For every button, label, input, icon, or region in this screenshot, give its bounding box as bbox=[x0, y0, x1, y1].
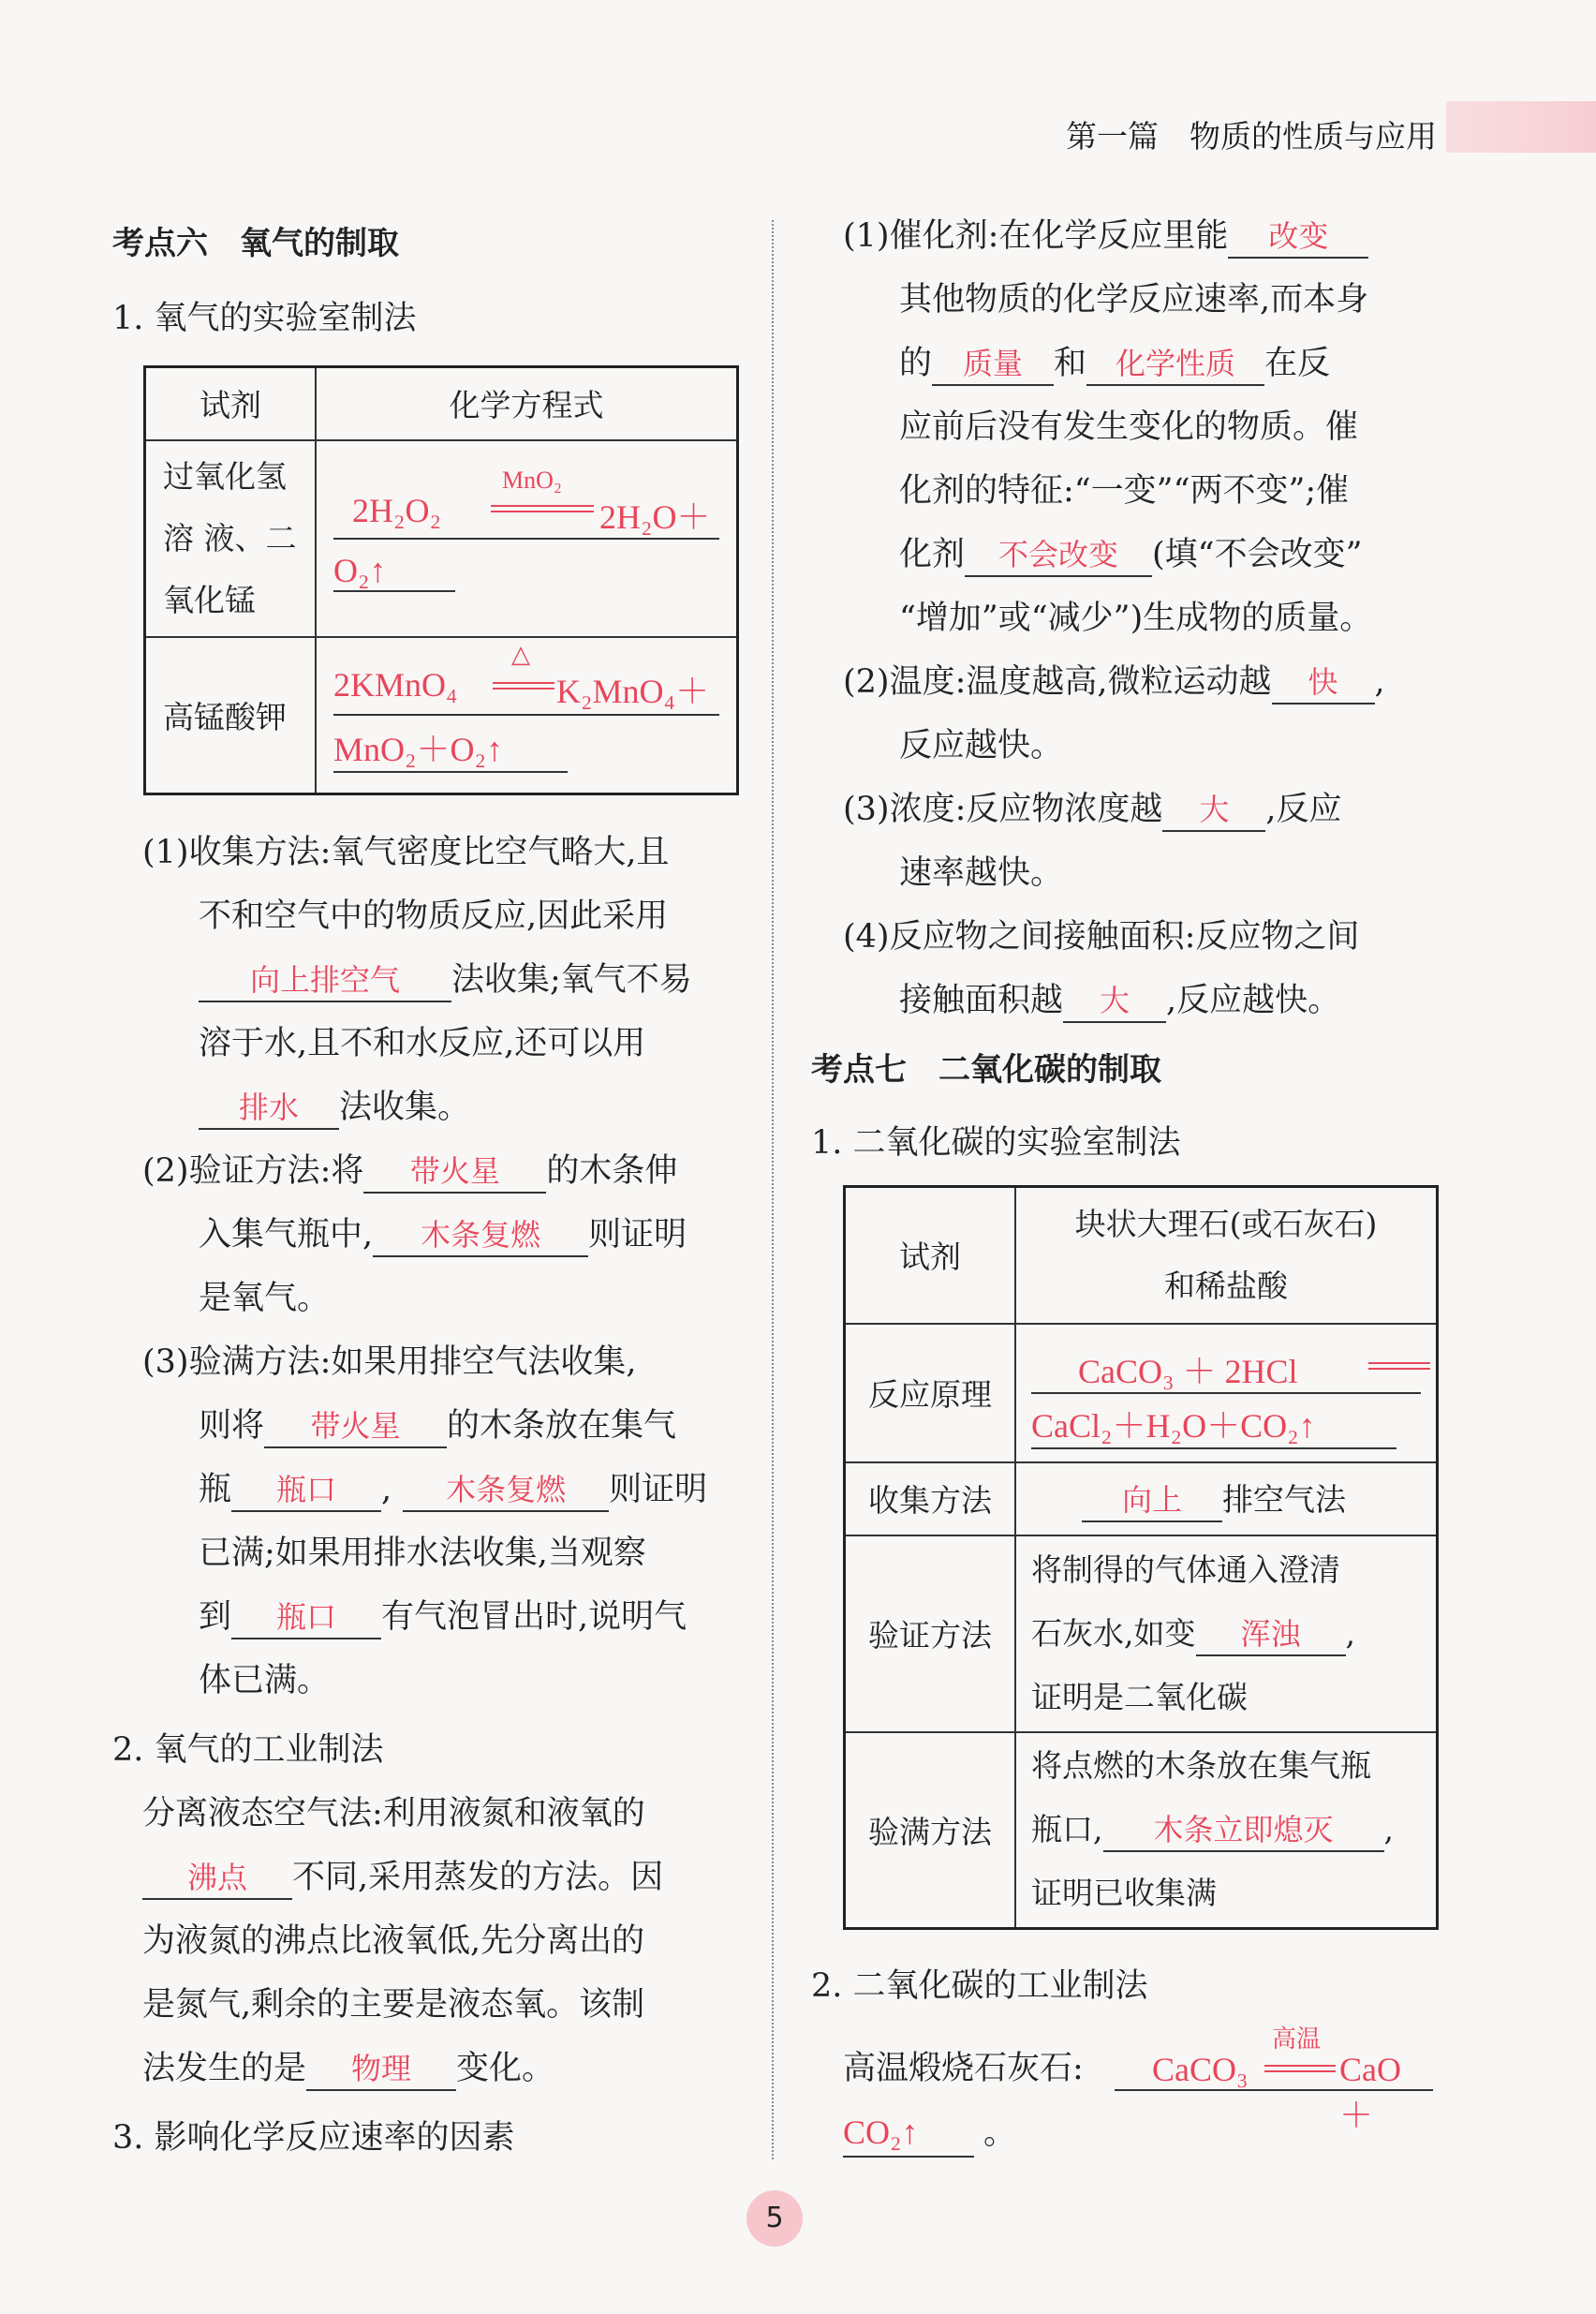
p3-line2: 则将 带火星 的木条放在集气 bbox=[199, 1402, 676, 1449]
table2-collect: 向上 排空气法 bbox=[1015, 1462, 1438, 1535]
header-decoration bbox=[1446, 101, 1596, 153]
blank-big-2: 大 bbox=[1063, 980, 1166, 1023]
table2-label-reagent: 试剂 bbox=[845, 1187, 1016, 1324]
i2-line2: 沸点 不同,采用蒸发的方法。因 bbox=[142, 1854, 663, 1901]
c2-line1: (2)温度:温度越高,微粒运动越 快 , bbox=[843, 659, 1385, 705]
industrial-equation: CaCO₃ 高温 CaO＋ bbox=[1115, 2024, 1433, 2091]
item2-title: 2. 氧气的工业制法 bbox=[112, 1731, 384, 1769]
table2-verify: 将制得的气体通入澄清 石灰水,如变 浑浊 , 证明是二氧化碳 bbox=[1015, 1535, 1438, 1732]
c1-line1: (1)催化剂:在化学反应里能 改变 bbox=[843, 213, 1368, 260]
c1-line5: 化剂的特征:“一变”“两不变”;催 bbox=[899, 472, 1350, 510]
c1-line2: 其他物质的化学反应速率,而本身 bbox=[899, 281, 1369, 319]
p1-line5: 排水 法收集。 bbox=[199, 1084, 470, 1131]
blank-boiling-point: 沸点 bbox=[142, 1857, 292, 1900]
blank-chem-prop: 化学性质 bbox=[1086, 343, 1264, 386]
blank-glowing: 带火星 bbox=[363, 1150, 546, 1194]
blank-fast: 快 bbox=[1272, 661, 1375, 705]
blank-not-change: 不会改变 bbox=[965, 534, 1152, 577]
blank-change: 改变 bbox=[1228, 215, 1368, 259]
blank-mass: 质量 bbox=[932, 343, 1054, 386]
i2-line4: 是氮气,剩余的主要是液态氧。该制 bbox=[142, 1986, 645, 2024]
c1-line3: 的 质量 和 化学性质 在反 bbox=[899, 340, 1330, 387]
c3-line1: (3)浓度:反应物浓度越 大 ,反应 bbox=[843, 786, 1342, 833]
oxygen-lab-table bbox=[143, 365, 739, 795]
blank-glowing-2: 带火星 bbox=[264, 1405, 447, 1448]
blank-mouth: 瓶口 bbox=[231, 1469, 381, 1512]
p3-line3: 瓶 瓶口 , 木条复燃 则证明 bbox=[199, 1466, 707, 1513]
column-divider bbox=[772, 220, 774, 2159]
blank-mouth-2: 瓶口 bbox=[231, 1596, 381, 1639]
p1-line1: (1)收集方法:氧气密度比空气略大,且 bbox=[142, 834, 670, 871]
table1-header-reagent: 试剂 bbox=[145, 367, 317, 440]
table1-header-equation: 化学方程式 bbox=[316, 367, 738, 440]
industrial-line2: CO₂↑ 。 bbox=[843, 2109, 1016, 2158]
blank-big: 大 bbox=[1162, 789, 1265, 832]
c4-line2: 接触面积越 大 ,反应越快。 bbox=[899, 977, 1340, 1024]
page-number: 5 bbox=[746, 2190, 803, 2247]
blank-upward-air: 向上排空气 bbox=[199, 959, 451, 1002]
i2-line1: 分离液态空气法:利用液氮和液氧的 bbox=[142, 1795, 645, 1832]
section6-title: 考点六 氧气的制取 bbox=[112, 225, 399, 262]
c1-line6: 化剂 不会改变 (填“不会改变” bbox=[899, 531, 1362, 578]
c3-line2: 速率越快。 bbox=[899, 854, 1064, 892]
p3-line5: 到 瓶口 有气泡冒出时,说明气 bbox=[199, 1594, 687, 1640]
table2-label-full: 验满方法 bbox=[845, 1732, 1016, 1929]
c2-line2: 反应越快。 bbox=[899, 727, 1064, 764]
i2-line5: 法发生的是 物理 变化。 bbox=[142, 2045, 554, 2092]
p3-line4: 已满;如果用排水法收集,当观察 bbox=[199, 1535, 646, 1572]
blank-water: 排水 bbox=[199, 1087, 339, 1130]
p1-line2: 不和空气中的物质反应,因此采用 bbox=[199, 897, 669, 935]
p1-line4: 溶于水,且不和水反应,还可以用 bbox=[199, 1025, 646, 1062]
p3-line1: (3)验满方法:如果用排空气法收集, bbox=[142, 1343, 637, 1381]
page-header: 第一篇 物质的性质与应用 bbox=[1066, 118, 1437, 155]
blank-turbid: 浑浊 bbox=[1196, 1613, 1346, 1656]
c1-line4: 应前后没有发生变化的物质。催 bbox=[899, 408, 1359, 446]
item1-title: 1. 氧气的实验室制法 bbox=[112, 300, 417, 337]
section7-title: 考点七 二氧化碳的制取 bbox=[811, 1051, 1161, 1089]
blank-upward: 向上 bbox=[1082, 1479, 1222, 1522]
item3-title: 3. 影响化学反应速率的因素 bbox=[112, 2119, 515, 2157]
table1-reagent-h2o2: 过氧化氢 溶 液、二 氧化锰 bbox=[145, 440, 317, 637]
p2-line3: 是氧气。 bbox=[199, 1280, 331, 1317]
co2-item1-title: 1. 二氧化碳的实验室制法 bbox=[811, 1124, 1181, 1162]
table2-reagent: 块状大理石(或石灰石) 和稀盐酸 bbox=[1015, 1187, 1438, 1324]
table2-full: 将点燃的木条放在集气瓶 瓶口, 木条立即熄灭 , 证明已收集满 bbox=[1015, 1732, 1438, 1929]
co2-lab-table bbox=[843, 1185, 1439, 1930]
table2-principle: CaCO₃ ＋ 2HCl CaCl₂＋H₂O＋CO₂↑ bbox=[1015, 1324, 1438, 1462]
co2-item2-title: 2. 二氧化碳的工业制法 bbox=[811, 1967, 1148, 2005]
table2-label-collect: 收集方法 bbox=[845, 1462, 1016, 1535]
p1-line3: 向上排空气 法收集;氧气不易 bbox=[199, 957, 692, 1003]
blank-relight-2: 木条复燃 bbox=[403, 1469, 609, 1512]
blank-extinguish: 木条立即熄灭 bbox=[1103, 1809, 1384, 1852]
p2-line2: 入集气瓶中, 木条复燃 则证明 bbox=[199, 1211, 687, 1258]
table1-equation-h2o2: 2H₂O₂ MnO₂ 2H₂O＋ O₂↑ bbox=[316, 440, 738, 637]
table1-reagent-kmno4: 高锰酸钾 bbox=[145, 637, 317, 794]
p3-line6: 体已满。 bbox=[199, 1662, 331, 1699]
blank-physical: 物理 bbox=[306, 2048, 456, 2091]
table2-label-verify: 验证方法 bbox=[845, 1535, 1016, 1732]
c1-line7: “增加”或“减少”)生成物的质量。 bbox=[899, 600, 1373, 637]
table2-label-principle: 反应原理 bbox=[845, 1324, 1016, 1462]
i2-line3: 为液氮的沸点比液氧低,先分离出的 bbox=[142, 1922, 645, 1960]
table1-equation-kmno4: 2KMnO₄ △ K₂MnO₄＋ MnO₂＋O₂↑ bbox=[316, 637, 738, 794]
p2-line1: (2)验证方法:将 带火星 的木条伸 bbox=[142, 1148, 677, 1194]
blank-relight: 木条复燃 bbox=[373, 1214, 588, 1257]
industrial-line1: 高温煅烧石灰石: bbox=[843, 2050, 1084, 2087]
c4-line1: (4)反应物之间接触面积:反应物之间 bbox=[843, 918, 1360, 956]
